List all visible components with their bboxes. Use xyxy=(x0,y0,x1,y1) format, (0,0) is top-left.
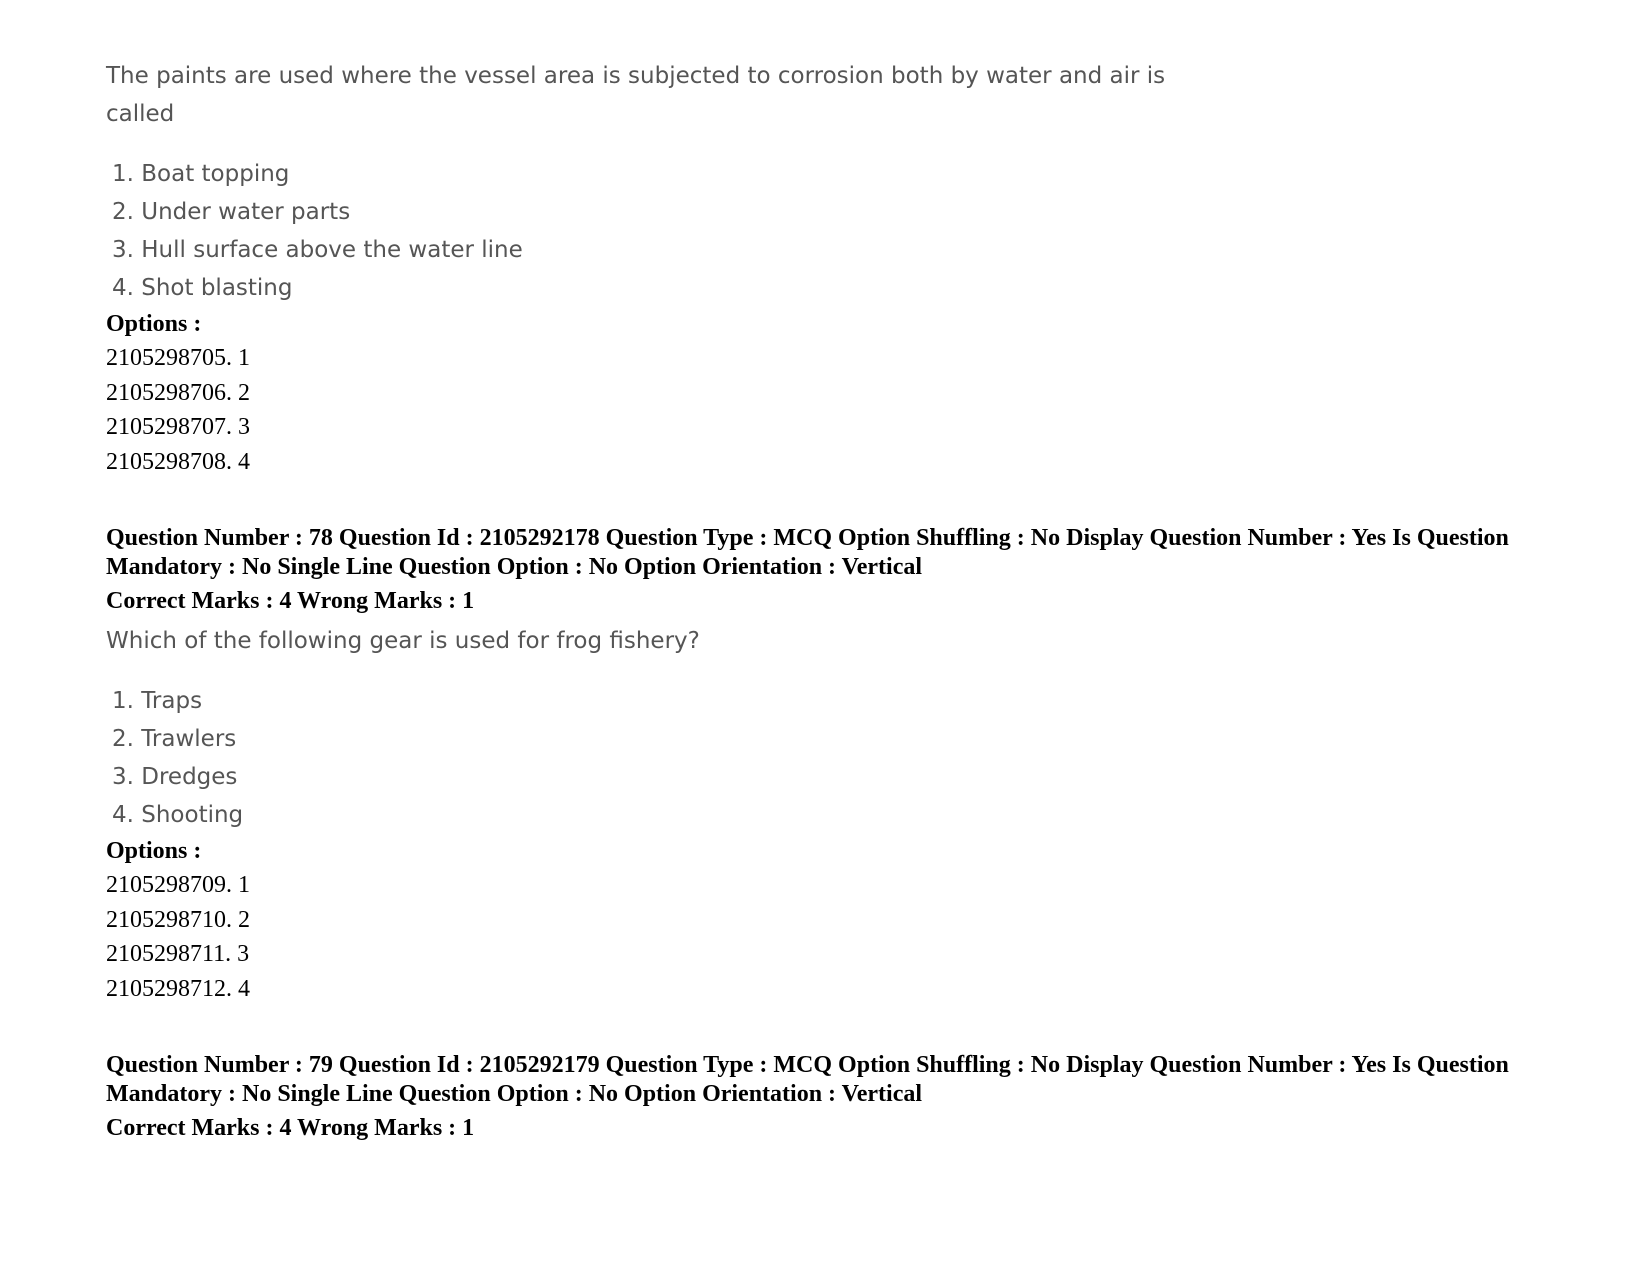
option-id: 2105298705. 1 xyxy=(106,345,250,371)
options-label: Options : xyxy=(106,838,202,864)
answer-choice: 4. Shooting xyxy=(112,802,244,828)
answer-choice: 3. Hull surface above the water line xyxy=(112,237,523,263)
question-metadata: Question Number : 78 Question Id : 2105292178 Question Type : MCQ Option Shuffling : No Display Question Number : Yes Is Question Mandatory : No Single Line Question Option : No Option Orientation : Vertical xyxy=(106,525,1509,580)
answer-choice: 4. Shot blasting xyxy=(112,275,293,301)
answer-choice: 3. Dredges xyxy=(112,764,238,790)
question-block-77 xyxy=(106,57,1546,479)
answer-choice: 1. Boat topping xyxy=(112,161,290,187)
question-text: The paints are used where the vessel area is subjected to corrosion both by water and air is called xyxy=(106,63,1166,127)
question-block-78 xyxy=(106,524,1546,1006)
option-id: 2105298707. 3 xyxy=(106,414,250,440)
answer-choice: 1. Traps xyxy=(112,688,203,714)
options-label: Options : xyxy=(106,311,202,337)
option-id: 2105298706. 2 xyxy=(106,379,250,406)
question-metadata: Question Number : 79 Question Id : 2105292179 Question Type : MCQ Option Shuffling : No Display Question Number : Yes Is Question Mandatory : No Single Line Question Option : No Option Orientation : Vertical xyxy=(106,1052,1509,1107)
question-marks: Correct Marks : 4 Wrong Marks : 1 xyxy=(106,588,475,614)
answer-choices-list xyxy=(106,682,1546,834)
option-id: 2105298709. 1 xyxy=(106,872,250,898)
option-id: 2105298708. 4 xyxy=(106,448,250,475)
option-id: 2105298711. 3 xyxy=(106,941,250,967)
question-paper-page xyxy=(106,0,1546,1145)
question-text: Which of the following gear is used for frog fishery? xyxy=(106,628,700,654)
option-id: 2105298712. 4 xyxy=(106,975,250,1002)
question-marks: Correct Marks : 4 Wrong Marks : 1 xyxy=(106,1115,475,1141)
answer-choice: 2. Trawlers xyxy=(112,726,237,752)
option-id: 2105298710. 2 xyxy=(106,906,250,933)
answer-choice: 2. Under water parts xyxy=(112,199,351,225)
question-block-79 xyxy=(106,1051,1546,1145)
answer-choices-list xyxy=(106,155,1546,307)
